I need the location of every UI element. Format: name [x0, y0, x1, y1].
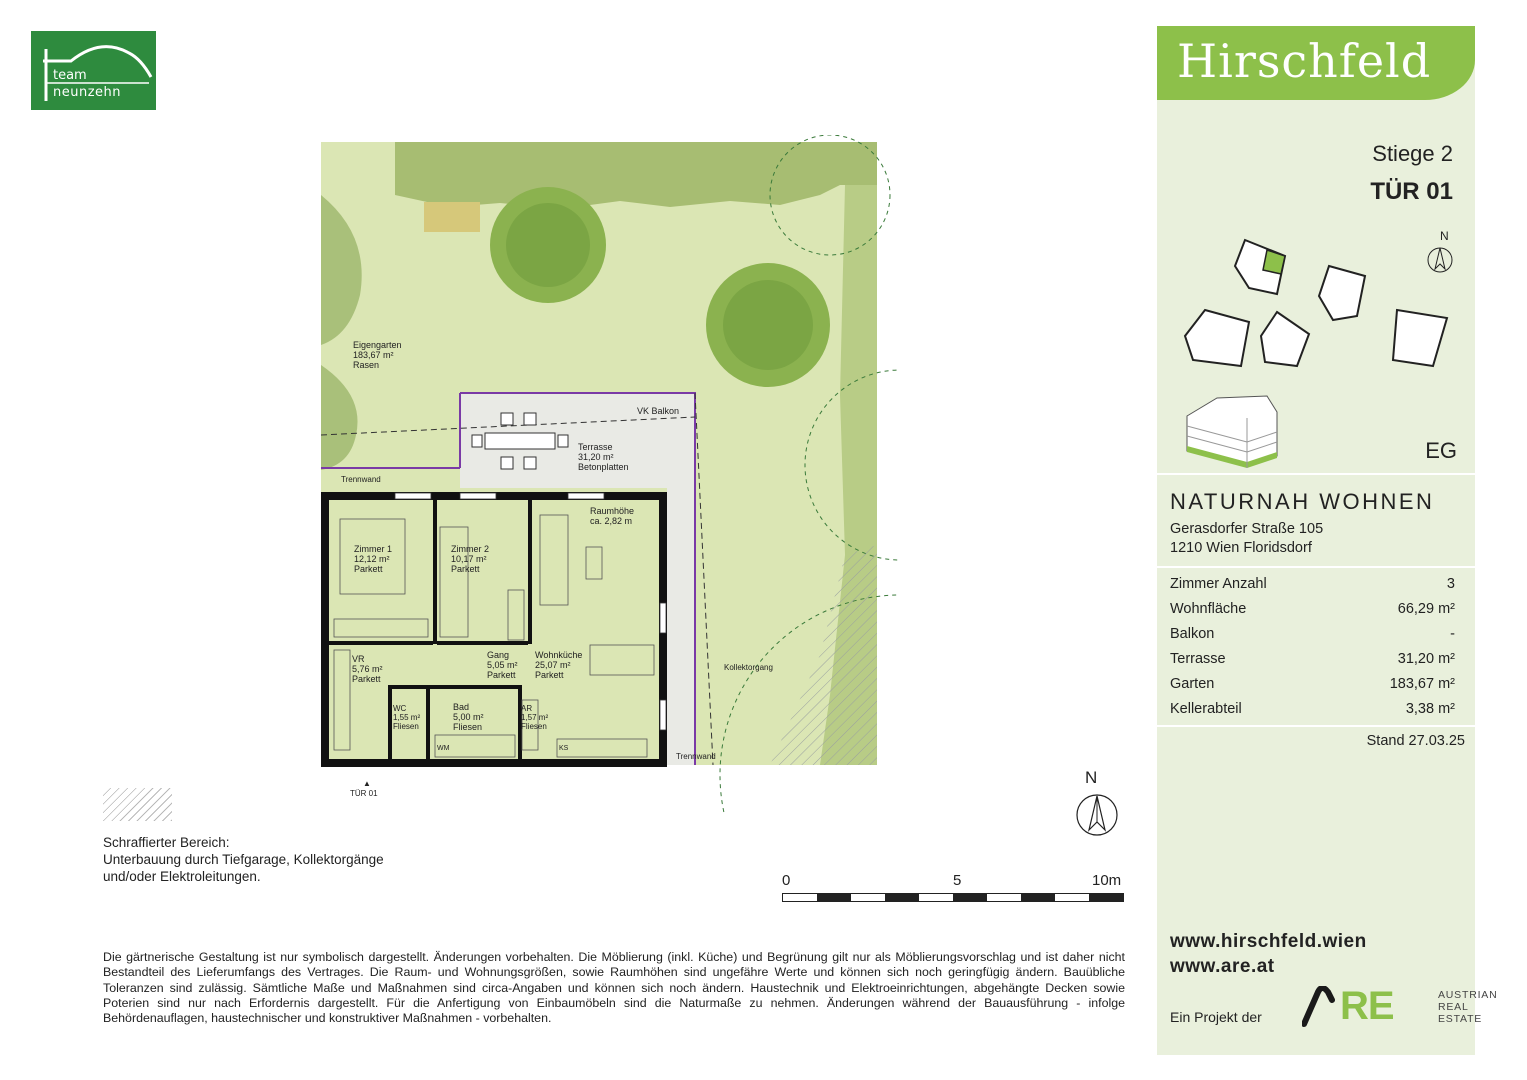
- building-2: [1319, 266, 1365, 320]
- room-label-wc: WC 1,55 m² Fliesen: [393, 704, 421, 731]
- headline: NATURNAH WOHNEN: [1170, 489, 1435, 514]
- vk-balkon-label: VK Balkon: [637, 406, 680, 416]
- building-5: [1393, 310, 1447, 366]
- fact-row: Kellerabteil 3,38 m²: [1170, 701, 1455, 717]
- are-logo-text: RE: [1340, 984, 1394, 1028]
- entrance-door-label: TÜR 01: [350, 789, 378, 798]
- project-title: Hirschfeld: [1177, 34, 1432, 88]
- sandbox: [424, 202, 480, 232]
- room-label-zimmer-1: Zimmer 1 12,12 m² Parkett: [354, 544, 392, 574]
- building-3: [1185, 310, 1249, 366]
- disclaimer-text: Die gärtnerische Gestaltung ist nur symbolisch dargestellt. Änderungen vorbehalten. Die Möblierung (inkl. Küche) und Begrünung gilt nur als Möblierungsvorschlag und ist daher nicht Bestandteil des Lieferumfangs des Vertrages. Die Raum- und Wohnungsgrößen, sowie Raumhöhen sind ungefähre Werte und können sich noch geringfügig ändern. Bauübliche Toleranzen sind zulässig. Sämtliche Maße und Maßnahmen sind circa-Angaben und können sich noch ändern. Haustechnik und Elektroeinrichtungen, abgehängte Decken sowie Poterien sind nur nach Erfordernis dargestellt. Für die Anfertigung von Einbaumöbeln sind die Naturmaße zu nehmen. Änderungen während der Bauausführung - infolge Behördenauflagen, haustechnischer und konstruktiver Maßnahmen - vorbehalten.: [103, 950, 1125, 1026]
- website-link-hirschfeld[interactable]: www.hirschfeld.wien: [1170, 931, 1367, 952]
- trennwand-label-2: Trennwand: [676, 752, 716, 761]
- stand-date: Stand 27.03.25: [1366, 733, 1465, 749]
- stiege-label: Stiege 2: [1372, 141, 1453, 166]
- room-label-terrasse: Terrasse 31,20 m² Betonplatten: [578, 442, 629, 472]
- wm-label: WM: [437, 745, 450, 752]
- fact-row: Terrasse 31,20 m²: [1170, 651, 1455, 667]
- room-label-vr: VR 5,76 m² Parkett: [352, 654, 383, 684]
- trennwand-label-1: Trennwand: [341, 475, 381, 484]
- mini-north-label: N: [1440, 229, 1449, 243]
- fact-row: Garten 183,67 m²: [1170, 676, 1455, 692]
- building-4: [1261, 312, 1309, 366]
- fact-row: Wohnfläche 66,29 m²: [1170, 601, 1455, 617]
- floor-plan: [300, 135, 900, 815]
- fact-row: Balkon -: [1170, 626, 1455, 642]
- hatch-legend-swatch: [103, 788, 172, 821]
- kollektorgang-label: Kollektorgang: [724, 663, 773, 672]
- info-panel: [1157, 26, 1498, 1055]
- raumhoehe-label: Raumhöhe ca. 2,82 m: [590, 506, 635, 526]
- scale-label-10: 10m: [1092, 872, 1122, 889]
- isometric-building: [1187, 396, 1277, 468]
- scale-label-0: 0: [782, 872, 791, 889]
- room-label-zimmer-2: Zimmer 2 10,17 m² Parkett: [451, 544, 489, 574]
- room-label-ar: AR 1,57 m² Fliesen: [521, 704, 549, 731]
- entrance-arrow-icon: ▲: [363, 779, 371, 788]
- projekt-label: Ein Projekt der: [1170, 1009, 1262, 1025]
- logo-text-team: team: [53, 68, 87, 83]
- compass-icon: [1075, 792, 1120, 840]
- address: Gerasdorfer Straße 105 1210 Wien Floridsdorf: [1170, 521, 1324, 556]
- floor-label: EG: [1425, 438, 1457, 463]
- tuer-label: TÜR 01: [1370, 178, 1453, 205]
- ks-label: KS: [559, 745, 569, 752]
- north-arrow: [1075, 768, 1120, 840]
- scale-label-5: 5: [953, 872, 962, 889]
- fact-row: Zimmer Anzahl 3: [1170, 576, 1455, 592]
- team-neunzehn-logo: [31, 31, 156, 110]
- highlighted-unit: [1263, 250, 1285, 274]
- hatch-legend-text: Schraffierter Bereich: Unterbauung durch Tiefgarage, Kollektorgänge und/oder Elektroleitungen.: [103, 835, 384, 884]
- scale-bar: [782, 893, 1124, 902]
- room-label-wohnkueche: Wohnküche 25,07 m² Parkett: [535, 650, 583, 680]
- logo-text-neunzehn: neunzehn: [53, 85, 122, 100]
- room-label-bad: Bad 5,00 m² Fliesen: [453, 702, 484, 732]
- are-logo-subtitle: AUSTRIAN REAL ESTATE: [1438, 989, 1498, 1025]
- room-label-eigengarten: Eigengarten 183,67 m² Rasen: [353, 340, 402, 370]
- floor-plan-drawing: [300, 135, 900, 815]
- mini-compass-icon: [1425, 245, 1455, 275]
- title-banner: [1157, 26, 1475, 100]
- room-label-gang: Gang 5,05 m² Parkett: [487, 650, 518, 680]
- website-link-are[interactable]: www.are.at: [1170, 956, 1275, 977]
- north-label: N: [1085, 768, 1098, 787]
